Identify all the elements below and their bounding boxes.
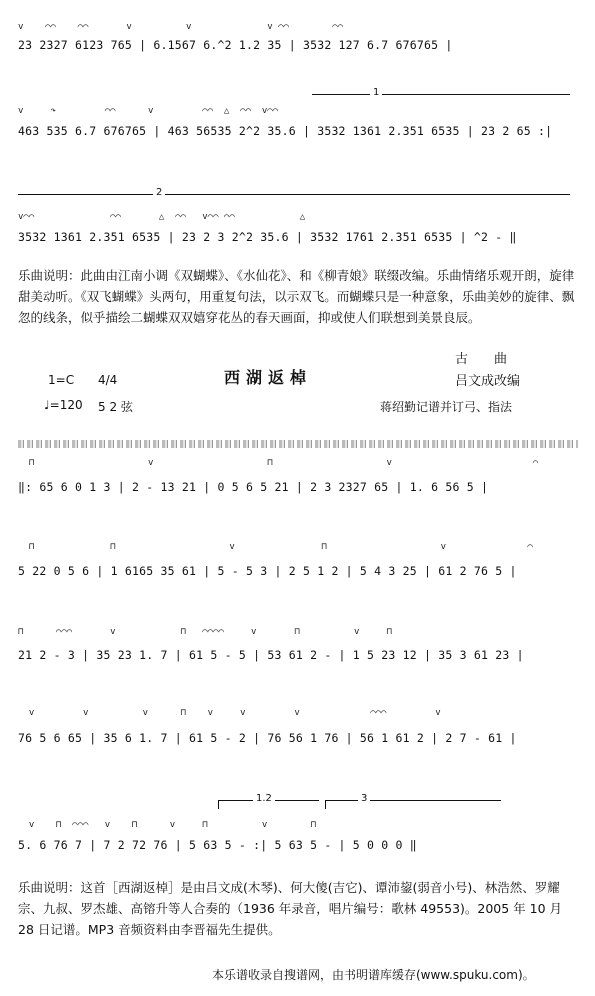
tempo-marking: ♩=120: [44, 398, 83, 412]
volta-2-bracket: [18, 187, 570, 203]
volta-1-label: 1: [370, 87, 382, 98]
volta-1-bracket: [312, 87, 570, 103]
score-line-4: ‖: 65 6 0 1 3 | 2 - 13 21 | 0 5 6 5 21 | 2 3 2327 65 | 1. 6 56 5 |: [18, 480, 489, 494]
bowing-marks: v ↷ ⌒⌒ v ⌒⌒ △ ⌒⌒ v⌒⌒: [18, 106, 279, 116]
volta-2-label: 2: [153, 187, 165, 198]
score-line-5: 5 22 0 5 6 | 1 6165 35 61 | 5 - 5 3 | 2 5 1 2 | 5 4 3 25 | 61 2 76 5 |: [18, 564, 517, 578]
key-signature: 1=C: [48, 373, 75, 387]
string-tuning: 5 2 弦: [98, 400, 133, 414]
score-line-6: 21 2 - 3 | 35 23 1. 7 | 61 5 - 5 | 53 61 2 - | 1 5 23 12 | 35 3 61 23 |: [18, 648, 524, 662]
volta-1-2-label: 1.2: [253, 793, 275, 804]
recording-notes: 乐曲说明：这首［西湖返棹］是由吕文成(木琴)、何大傻(吉它)、谭沛鋆(弱音小号)、林浩然、罗耀宗、九叔、罗杰雄、高镕升等人合奏的（1936 年录音，唱片编号：歌林 49553)。2005 年 10 月 28 日记谱。MP3 音频资料由李晋福先生提供。: [18, 880, 563, 937]
score-line-7: 76 5 6 65 | 35 6 1. 7 | 61 5 - 2 | 76 56 1 76 | 56 1 61 2 | 2 7 - 61 |: [18, 731, 517, 745]
score-line-8: 5. 6 76 7 | 7 2 72 76 | 5 63 5 - :| 5 63 5 - | 5 0 0 0 ‖: [18, 838, 417, 852]
score-line-2: 463 535 6.7 676765 | 463 56535 2^2 35.6 | 3532 1361 2.351 6535 | 23 2 65 :|: [18, 124, 553, 138]
origin-label: 古 曲: [455, 352, 508, 367]
volta-1-2-bracket: [218, 793, 319, 809]
transcriber-credit: 蒋绍勤记谱并订弓、指法: [380, 400, 513, 414]
bowing-marks: ⊓ ⌒⌒⌒ v ⊓ ⌒⌒⌒⌒ v ⊓ v ⊓: [18, 627, 392, 637]
section-divider: [18, 440, 578, 448]
arranger-label: 吕文成改编: [455, 374, 521, 389]
bowing-marks: ⊓ v ⊓ v ⌒: [18, 458, 539, 468]
source-footer: 本乐谱收录自搜谱网，由书明谱库缓存(www.spuku.com)。: [212, 968, 535, 982]
bowing-marks: v ⊓ ⌒⌒⌒ v ⊓ v ⊓ v ⊓: [18, 820, 317, 830]
piece-title: 西湖返棹: [224, 368, 313, 387]
score-line-1: 23 2327 6123 765 | 6.1567 6.^2 1.2 35 | 3532 127 6.7 676765 |: [18, 38, 453, 52]
bowing-marks: ⊓ ⊓ v ⊓ v ⌒: [18, 542, 533, 552]
bowing-marks: v ⌒⌒ ⌒⌒ v v v ⌒⌒ ⌒⌒: [18, 22, 344, 32]
bowing-marks: v v v ⊓ v v v ⌒⌒⌒ v: [18, 708, 441, 718]
bowing-marks: v⌒⌒ ⌒⌒ △ ⌒⌒ v⌒⌒ ⌒⌒ △: [18, 212, 306, 222]
description-paragraph: 乐曲说明：此曲由江南小调《双蝴蝶》、《水仙花》、和《柳青娘》联缀改编。乐曲情绪乐观开朗，旋律甜美动听。《双飞蝴蝶》头两句，用重复句法，以示双飞。而蝴蝶只是一种意象，乐曲美妙的旋律、飘忽的线条，似乎描绘二蝴蝶双双嬉穿花丛的春天画面，抑或使人们联想到美景良辰。: [18, 268, 575, 325]
time-signature: 4/4: [98, 373, 118, 387]
score-line-3: 3532 1361 2.351 6535 | 23 2 3 2^2 35.6 | 3532 1761 2.351 6535 | ^2 - ‖: [18, 230, 517, 244]
volta-3-label: 3: [358, 793, 370, 804]
volta-3-bracket: [325, 793, 501, 809]
